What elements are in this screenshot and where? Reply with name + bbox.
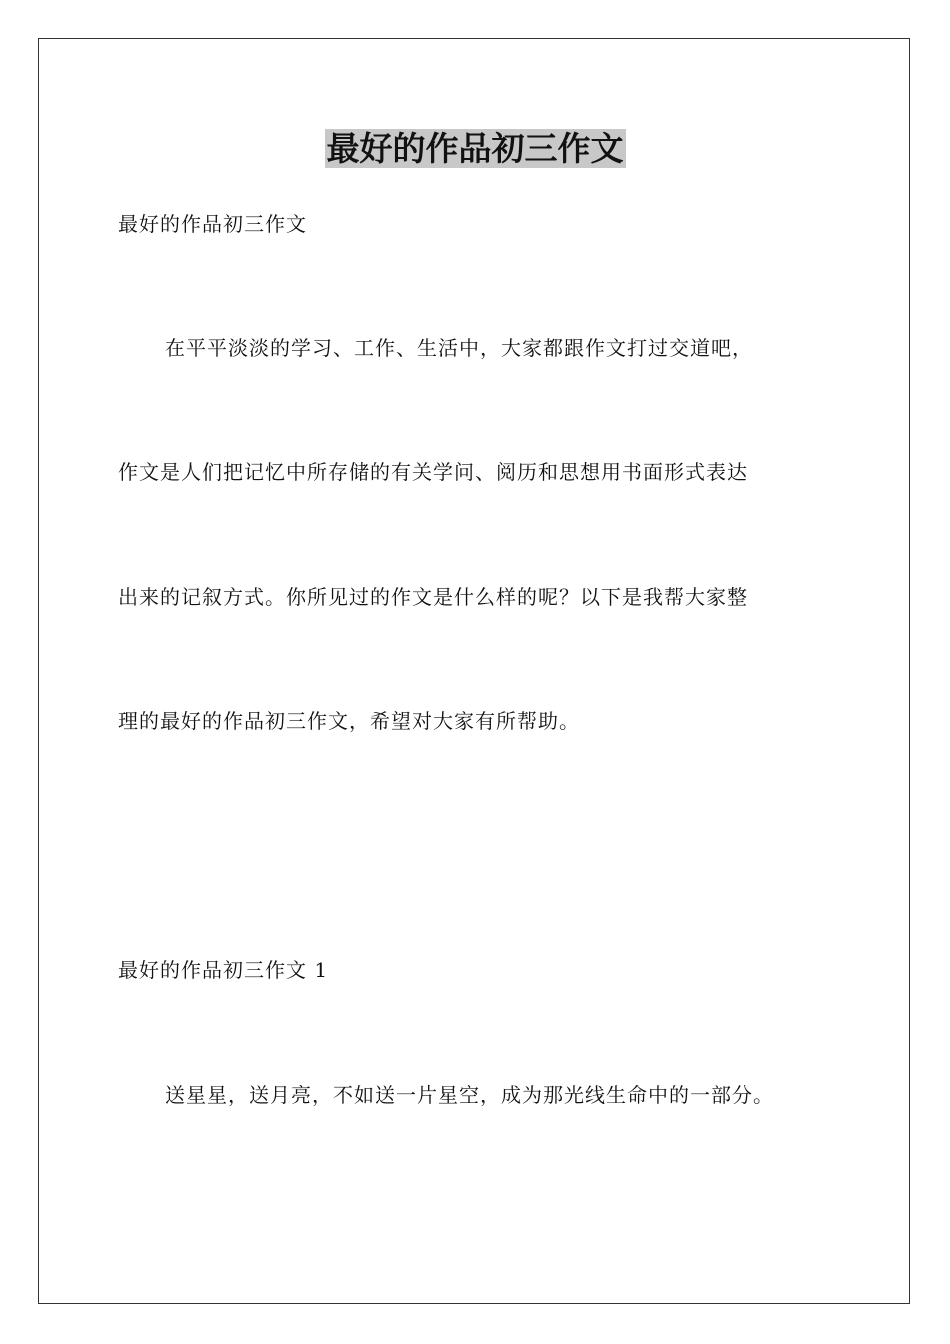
document-title — [0, 126, 950, 172]
intro-line-2: 作文是人们把记忆中所存储的有关学问、阅历和思想用书面形式表达 — [118, 460, 748, 484]
document-title-text: 最好的作品初三作文 — [326, 129, 624, 168]
document-subtitle: 最好的作品初三作文 — [118, 212, 307, 236]
section-heading: 最好的作品初三作文 1 — [118, 958, 329, 982]
intro-line-1: 在平平淡淡的学习、工作、生活中，大家都跟作文打过交道吧， — [165, 336, 753, 360]
intro-line-4: 理的最好的作品初三作文，希望对大家有所帮助。 — [118, 709, 580, 733]
section-line-1: 送星星，送月亮，不如送一片星空，成为那光线生命中的一部分。 — [165, 1083, 774, 1107]
intro-line-3: 出来的记叙方式。你所见过的作文是什么样的呢？以下是我帮大家整 — [118, 585, 748, 609]
